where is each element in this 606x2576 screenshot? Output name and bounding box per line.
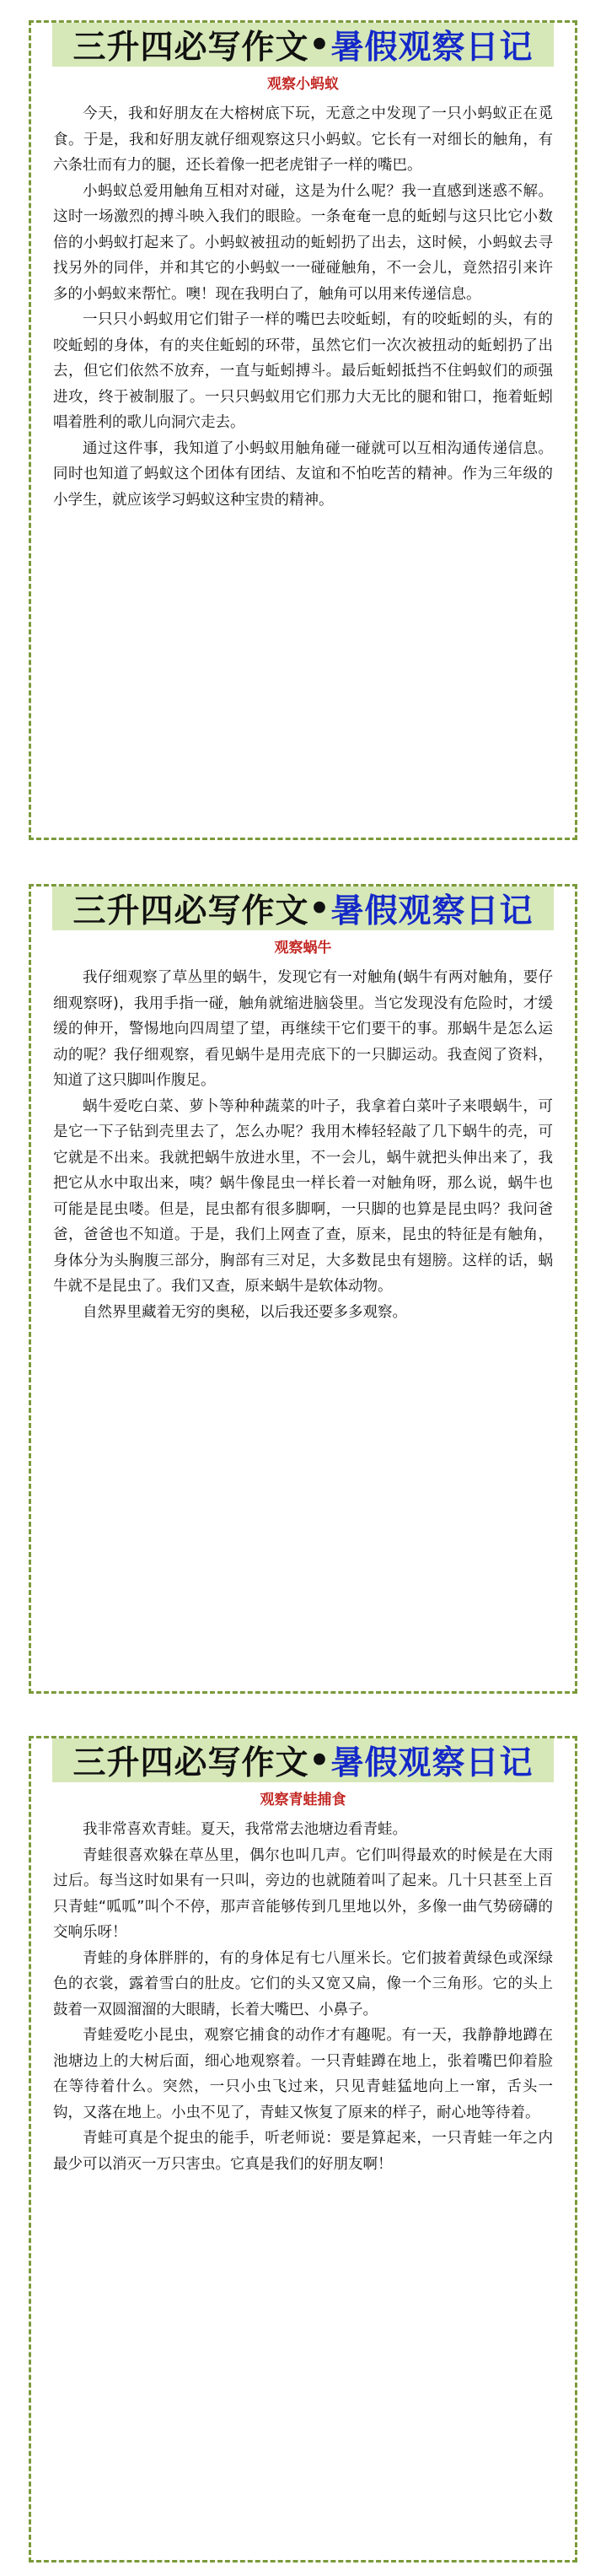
article-paragraph: 一只只小蚂蚁用它们钳子一样的嘴巴去咬蚯蚓，有的咬蚯蚓的头，有的咬蚯蚓的身体，有的夹住蚯蚓的环带，虽然它们一次次被扭动的蚯蚓扔了出去，但它们依然不放弃，一直与蚯蚓搏斗。最后蚯蚓抵挡不住蚂蚁们的顽强进攻，终于被制服了。一只只蚂蚁用它们那力大无比的腿和钳口，拖着蚯蚓唱着胜利的歌儿向洞穴走去。: [53, 311, 553, 431]
article-paragraph: 小蚂蚁总爱用触角互相对对碰，这是为什么呢？我一直感到迷惑不解。这时一场激烈的搏斗映入我们的眼睑。一条奄奄一息的蚯蚓与这只比它小数倍的小蚂蚁打起来了。小蚂蚁被扭动的蚯蚓扔了出去，这时候，小蚂蚁去寻找另外的同伴，并和其它的小蚂蚁一一碰碰触角，不一会儿，竟然招引来许多的小蚂蚁来帮忙。噢！现在我明白了，触角可以用来传递信息。: [53, 182, 553, 303]
article-paragraph: 今天，我和好朋友在大榕树底下玩，无意之中发现了一只小蚂蚁正在觅食。于是，我和好朋友就仔细观察这只小蚂蚁。它长有一对细长的触角，有六条壮而有力的腿，还长着像一把老虎钳子一样的嘴巴。: [53, 105, 553, 174]
banner-title: [52, 1738, 554, 1782]
article-paragraph: 青蛙的身体胖胖的，有的身体足有七八厘米长。它们披着黄绿色或深绿色的衣裳，露着雪白的肚皮。它们的头又宽又扁，像一个三角形。它的头上鼓着一双圆溜溜的大眼睛，长着大嘴巴、小鼻子。: [53, 1949, 553, 2018]
banner-title-accent: 暑假观察日记: [330, 892, 534, 930]
article-paragraph: 青蛙爱吃小昆虫，观察它捕食的动作才有趣呢。有一天，我静静地蹲在池塘边上的大树后面，细心地观察着。一只青蛙蹲在地上，张着嘴巴仰着脸在等待着什么。突然，一只小虫飞过来，只见青蛙猛地向上一窜，舌头一钩，又落在地上。小虫不见了，青蛙又恢复了原来的样子，耐心地等待着。: [53, 2027, 553, 2121]
banner-title-accent: 暑假观察日记: [330, 1744, 534, 1782]
banner-title: [52, 887, 554, 930]
banner-title: [52, 23, 554, 67]
article-subtitle: 观察蜗牛: [274, 940, 332, 957]
banner-title-main: 三升四必写作文: [72, 1744, 309, 1782]
article-card-snail: [29, 884, 577, 1694]
article-subtitle: 观察小蚂蚁: [267, 76, 339, 93]
article-paragraph: 通过这件事，我知道了小蚂蚁用触角碰一碰就可以互相沟通传递信息。同时也知道了蚂蚁这个团体有团结、友谊和不怕吃苦的精神。作为三年级的小学生，就应该学习蚂蚁这种宝贵的精神。: [53, 439, 553, 509]
banner-title-accent: 暑假观察日记: [330, 29, 534, 67]
article-paragraph: 我仔细观察了草丛里的蜗牛，发现它有一对触角(蜗牛有两对触角，要仔细观察呀)，我用手指一碰，触角就缩进脑袋里。当它发现没有危险时，才缓缓的伸开，警惕地向四周望了望，再继续干它们要干的事。那蜗牛是怎么运动的呢？我仔细观察，看见蜗牛是用壳底下的一只脚运动。我查阅了资料，知道了这只脚叫作腹足。: [53, 969, 553, 1089]
banner-title-dot: •: [308, 25, 331, 64]
article-paragraph: 自然界里藏着无穷的奥秘，以后我还要多多观察。: [83, 1303, 407, 1321]
article-paragraph: 蜗牛爱吃白菜、萝卜等种种蔬菜的叶子，我拿着白菜叶子来喂蜗牛，可是它一下子钻到壳里去了，怎么办呢？我用木棒轻轻敲了几下蜗牛的壳，可它就是不出来。我就把蜗牛放进水里，不一会儿，蜗牛就把头伸出来了，我把它从水中取出来，咦？蜗牛像昆虫一样长着一对触角呀，那么说，蜗牛也可能是昆虫喽。但是，昆虫都有很多脚啊，一只脚的也算是昆虫吗？我问爸爸，爸爸也不知道。于是，我们上网查了查，原来，昆虫的特征是有触角，身体分为头胸腹三部分，胸部有三对足，大多数昆虫有翅膀。这样的话，蜗牛就不是昆虫了。我们又查，原来蜗牛是软体动物。: [53, 1097, 553, 1295]
article-card-ant: [29, 20, 577, 840]
article-body: [31, 101, 575, 513]
article-paragraph: 青蛙很喜欢躲在草丛里，偶尔也叫几声。它们叫得最欢的时候是在大雨过后。每当这时如果有一只叫，旁边的也就随着叫了起来。几十只甚至上百只青蛙“呱呱”叫个不停，那声音能够传到几里地以外，多像一曲气势磅礴的交响乐呀！: [53, 1846, 553, 1941]
article-paragraph: 我非常喜欢青蛙。夏天，我常常去池塘边看青蛙。: [83, 1821, 407, 1838]
banner-title-dot: •: [308, 1741, 331, 1780]
article-body: [31, 965, 575, 1325]
banner-title-dot: •: [308, 889, 331, 928]
article-subtitle: 观察青蛙捕食: [260, 1792, 346, 1808]
article-body: [31, 1817, 575, 2177]
article-card-frog: [29, 1736, 577, 2563]
banner-title-main: 三升四必写作文: [72, 29, 309, 67]
banner-title-main: 三升四必写作文: [72, 892, 309, 930]
article-paragraph: 青蛙可真是个捉虫的能手，听老师说：要是算起来，一只青蛙一年之内最少可以消灭一万只害虫。它真是我们的好朋友啊！: [53, 2130, 553, 2173]
